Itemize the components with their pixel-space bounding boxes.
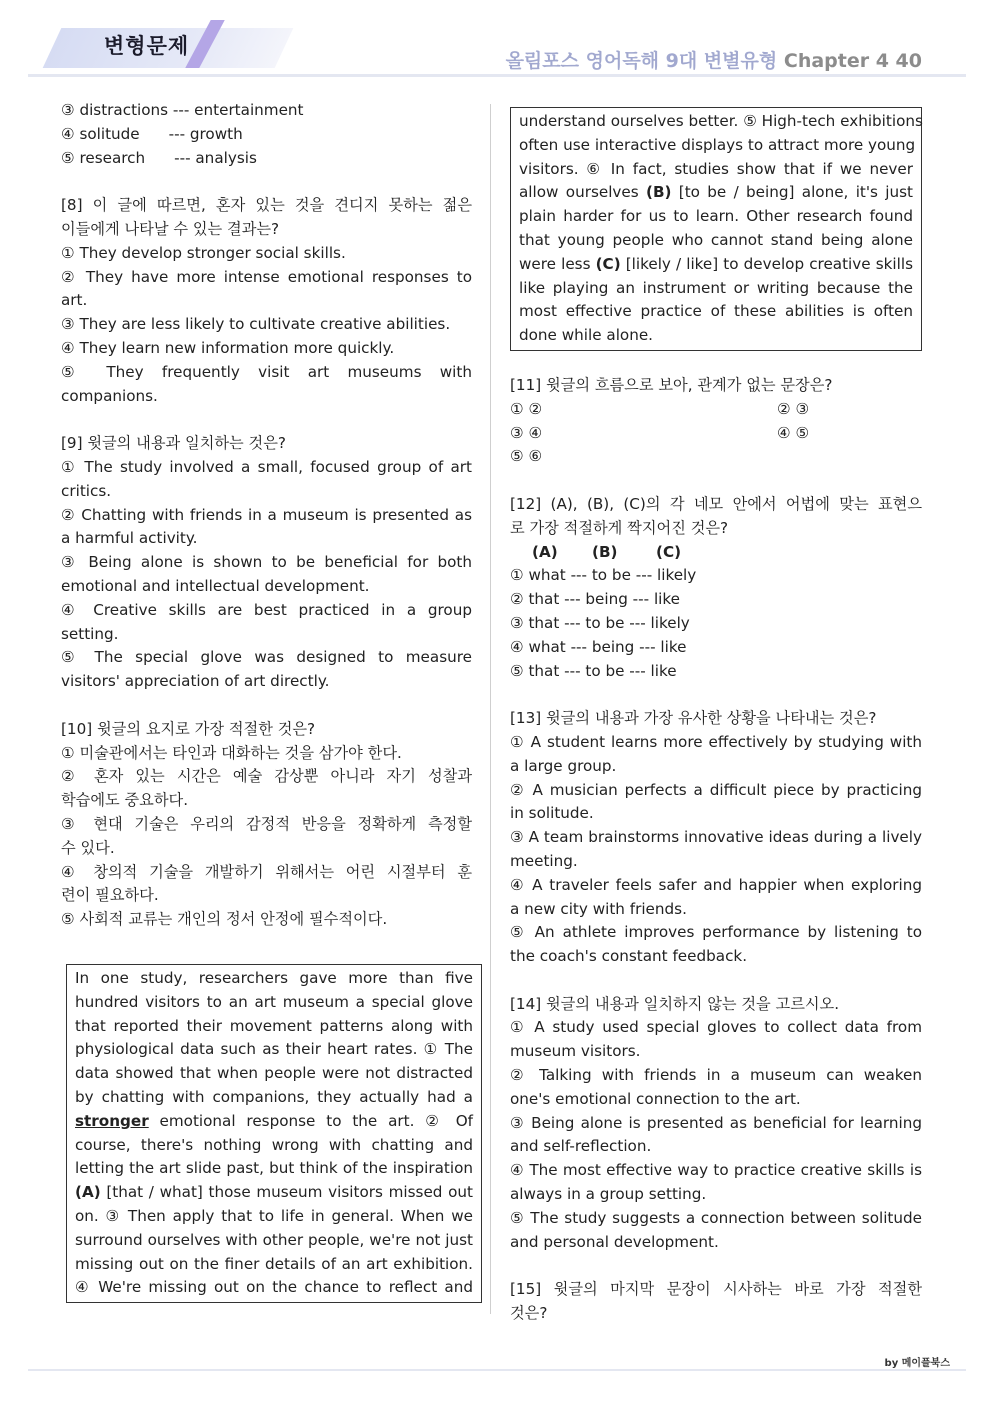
q12-header-b: (B) [592, 542, 618, 561]
q9-option-5-cont[interactable]: visitors' appreciation of art directly. [61, 672, 330, 691]
q10-option-1[interactable]: ① 미술관에서는 타인과 대화하는 것을 삼가야 한다. [61, 743, 402, 762]
passage-line: data showed that when people were not distracted [75, 1064, 473, 1083]
q9-stem: [9] 윗글의 내용과 일치하는 것은? [61, 434, 286, 453]
header-rule [28, 74, 966, 77]
passage-line: hundred visitors to an art museum a special glove [75, 992, 473, 1011]
q8-stem-cont: 이들에게 나타날 수 있는 결과는? [61, 219, 280, 238]
q13-option-2[interactable]: ② A musician perfects a difficult piece by practicing [510, 780, 922, 799]
q14-option-2[interactable]: ② Talking with friends in a museum can weaken [510, 1066, 922, 1085]
q10-option-3[interactable]: ③ 현대 기술은 우리의 감정적 반응을 정확하게 측정할 [61, 814, 472, 833]
q15-stem: [15] 윗글의 마지막 문장이 시사하는 바로 가장 적절한 [510, 1280, 922, 1299]
q14-option-5[interactable]: ⑤ The study suggests a connection between solitude [510, 1208, 922, 1227]
q13-option-1[interactable]: ① A student learns more effectively by studying with [510, 732, 922, 751]
q12-option-5[interactable]: ⑤ that --- to be --- like [510, 661, 677, 680]
passage-line: missing out on the finer details of an art exhibition. [75, 1254, 473, 1273]
q11-option-3[interactable]: ③ ④ [510, 423, 543, 442]
underlined-word-stronger: stronger [75, 1111, 149, 1130]
q9-option-1[interactable]: ① The study involved a small, focused group of art [61, 457, 472, 476]
q11-options-row [510, 422, 922, 446]
q10-option-4[interactable]: ④ 창의적 기술을 개발하기 위해서는 어린 시절부터 훈 [61, 862, 472, 881]
q12-stem-cont: 로 가장 적절하게 짝지어진 것은? [510, 518, 729, 537]
q13-option-1-cont[interactable]: a large group. [510, 756, 617, 775]
q9-option-1-cont[interactable]: critics. [61, 481, 112, 500]
q10-option-5[interactable]: ⑤ 사회적 교류는 개인의 정서 안정에 필수적이다. [61, 910, 388, 929]
q13-option-3[interactable]: ③ A team brainstorms innovative ideas during a lively [510, 828, 922, 847]
passage-line: often use interactive displays to attract more young [519, 135, 916, 154]
q8-option-1[interactable]: ① They develop stronger social skills. [61, 243, 346, 262]
q8-stem: [8] 이 글에 따르면, 혼자 있는 것을 견디지 못하는 젊은 [61, 196, 472, 215]
q14-option-4[interactable]: ④ The most effective way to practice creative skills is [510, 1161, 922, 1180]
passage-line: understand ourselves better. ⑤ High-tech exhibitions [519, 112, 923, 130]
q14-option-5-cont[interactable]: and personal development. [510, 1232, 719, 1251]
left-column [61, 99, 472, 932]
passage-line: letting the art slide past, but think of the inspiration [75, 1159, 473, 1178]
header-tag-label: 변형문제 [104, 34, 190, 58]
q8-option-5-cont[interactable]: companions. [61, 386, 158, 405]
q10-option-3-cont[interactable]: 수 있다. [61, 838, 115, 857]
passage-line: plain harder for us to learn. Other research found [519, 207, 913, 226]
q8-option-5[interactable]: ⑤ They frequently visit art museums with [61, 362, 472, 381]
passage-line: (A) [that / what] those museum visitors missed out [75, 1183, 473, 1202]
q13-option-3-cont[interactable]: meeting. [510, 851, 578, 870]
q10-option-2-cont[interactable]: 학습에도 중요하다. [61, 791, 189, 810]
q7-option-4[interactable]: ④ solitude --- growth [61, 124, 243, 143]
q13-option-4-cont[interactable]: a new city with friends. [510, 899, 687, 918]
footer-rule [28, 1369, 966, 1371]
q14-option-4-cont[interactable]: always in a group setting. [510, 1185, 707, 1204]
footer-credit: by 메이플북스 [884, 1358, 950, 1369]
q13-option-5[interactable]: ⑤ An athlete improves performance by listening to [510, 923, 922, 942]
passage-line: allow ourselves (B) [to be / being] alone, it's just [519, 183, 913, 202]
q11-option-2[interactable]: ② ③ [777, 399, 810, 418]
q15-stem-cont: 것은? [510, 1304, 548, 1323]
q8-option-4[interactable]: ④ They learn new information more quickly. [61, 338, 395, 357]
q14-option-3[interactable]: ③ Being alone is presented as beneficial for learning [510, 1113, 922, 1132]
q10-option-2[interactable]: ② 혼자 있는 시간은 예술 감상뿐 아니라 자기 성찰과 [61, 767, 472, 786]
passage-line: surround ourselves with other people, we're not just [75, 1230, 473, 1249]
q13-option-4[interactable]: ④ A traveler feels safer and happier when exploring [510, 875, 922, 894]
q10-stem: [10] 윗글의 요지로 가장 적절한 것은? [61, 719, 316, 738]
q9-option-3[interactable]: ③ Being alone is shown to be beneficial for both [61, 553, 472, 572]
q11-option-1[interactable]: ① ② [510, 399, 543, 418]
q7-option-3[interactable]: ③ distractions --- entertainment [61, 101, 304, 119]
passage-line: were less (C) [likely / like] to develop creative skills [519, 254, 913, 273]
q9-option-2[interactable]: ② Chatting with friends in a museum is presented as [61, 505, 472, 524]
passage-line: on. ③ Then apply that to life in general. When we [75, 1206, 473, 1225]
blank-marker-b: (B) [646, 183, 672, 202]
q9-option-4[interactable]: ④ Creative skills are best practiced in a group [61, 600, 472, 619]
q12-option-2[interactable]: ② that --- being --- like [510, 590, 680, 609]
q9-option-4-cont[interactable]: setting. [61, 624, 119, 643]
q14-stem: [14] 윗글의 내용과 일치하지 않는 것을 고르시오. [510, 994, 840, 1013]
passage-line: by chatting with companions, they actually had a [75, 1087, 473, 1106]
passage-line: In one study, researchers gave more than five [75, 969, 473, 987]
q8-option-2[interactable]: ② They have more intense emotional responses to [61, 267, 472, 286]
passage-line: most effective practice of these abilities is often [519, 302, 913, 321]
blank-marker-c: (C) [595, 254, 621, 273]
q9-option-2-cont[interactable]: a harmful activity. [61, 529, 198, 548]
q12-header-a: (A) [532, 542, 558, 561]
page-header [0, 0, 992, 80]
q8-option-2-cont[interactable]: art. [61, 291, 88, 310]
q12-option-4[interactable]: ④ what --- being --- like [510, 637, 687, 656]
q12-stem: [12] (A), (B), (C)의 각 네모 안에서 어법에 맞는 표현으 [510, 494, 922, 513]
q8-option-3[interactable]: ③ They are less likely to cultivate creative abilities. [61, 315, 451, 334]
q14-option-3-cont[interactable]: and self-reflection. [510, 1137, 652, 1156]
q14-option-2-cont[interactable]: one's emotional connection to the art. [510, 1089, 801, 1108]
passage-line: stronger emotional response to the art. ② Of [75, 1111, 473, 1130]
q9-option-3-cont[interactable]: emotional and intellectual development. [61, 576, 370, 595]
passage-line: that reported their movement patterns along with [75, 1016, 473, 1035]
passage-line: done while alone. [519, 326, 654, 345]
passage-line: ④ We're missing out on the chance to reflect and [75, 1278, 473, 1297]
passage-line: like playing an instrument or writing because the [519, 278, 913, 297]
passage-box-left [66, 964, 482, 1303]
q13-option-2-cont[interactable]: in solitude. [510, 804, 594, 823]
blank-marker-a: (A) [75, 1183, 101, 1202]
q11-stem: [11] 윗글의 흐름으로 보아, 관계가 없는 문장은? [510, 375, 833, 394]
q11-option-4[interactable]: ④ ⑤ [777, 423, 810, 442]
header-title [506, 46, 922, 73]
header-title-chapter: Chapter 4 40 [783, 50, 922, 72]
q13-stem: [13] 윗글의 내용과 가장 유사한 상황을 나타내는 것은? [510, 709, 877, 728]
q14-option-1-cont[interactable]: museum visitors. [510, 1042, 641, 1061]
q12-option-1[interactable]: ① what --- to be --- likely [510, 566, 697, 585]
q10-option-4-cont[interactable]: 련이 필요하다. [61, 886, 159, 905]
q13-option-5-cont[interactable]: the coach's constant feedback. [510, 947, 748, 966]
passage-line: that young people who cannot stand being alone [519, 230, 913, 249]
passage-line: visitors. ⑥ In fact, studies show that if we never [519, 159, 913, 178]
q12-option-3[interactable]: ③ that --- to be --- likely [510, 613, 690, 632]
passage-line: physiological data such as their heart rates. ① The [75, 1040, 473, 1059]
passage-box-right [510, 107, 922, 351]
header-title-main: 올림포스 영어독해 9대 변별유형 [505, 50, 778, 72]
q12-column-headers [510, 541, 922, 565]
q7-option-5[interactable]: ⑤ research --- analysis [61, 148, 257, 167]
q11-options-row [510, 398, 922, 422]
q12-header-c: (C) [656, 542, 682, 561]
q9-option-5[interactable]: ⑤ The special glove was designed to measure [61, 648, 472, 667]
right-column [510, 107, 922, 1326]
q14-option-1[interactable]: ① A study used special gloves to collect data from [510, 1018, 922, 1037]
q11-option-5[interactable]: ⑤ ⑥ [510, 447, 543, 466]
column-divider [490, 104, 491, 1314]
passage-line: course, there's nothing wrong with chatting and [75, 1135, 473, 1154]
